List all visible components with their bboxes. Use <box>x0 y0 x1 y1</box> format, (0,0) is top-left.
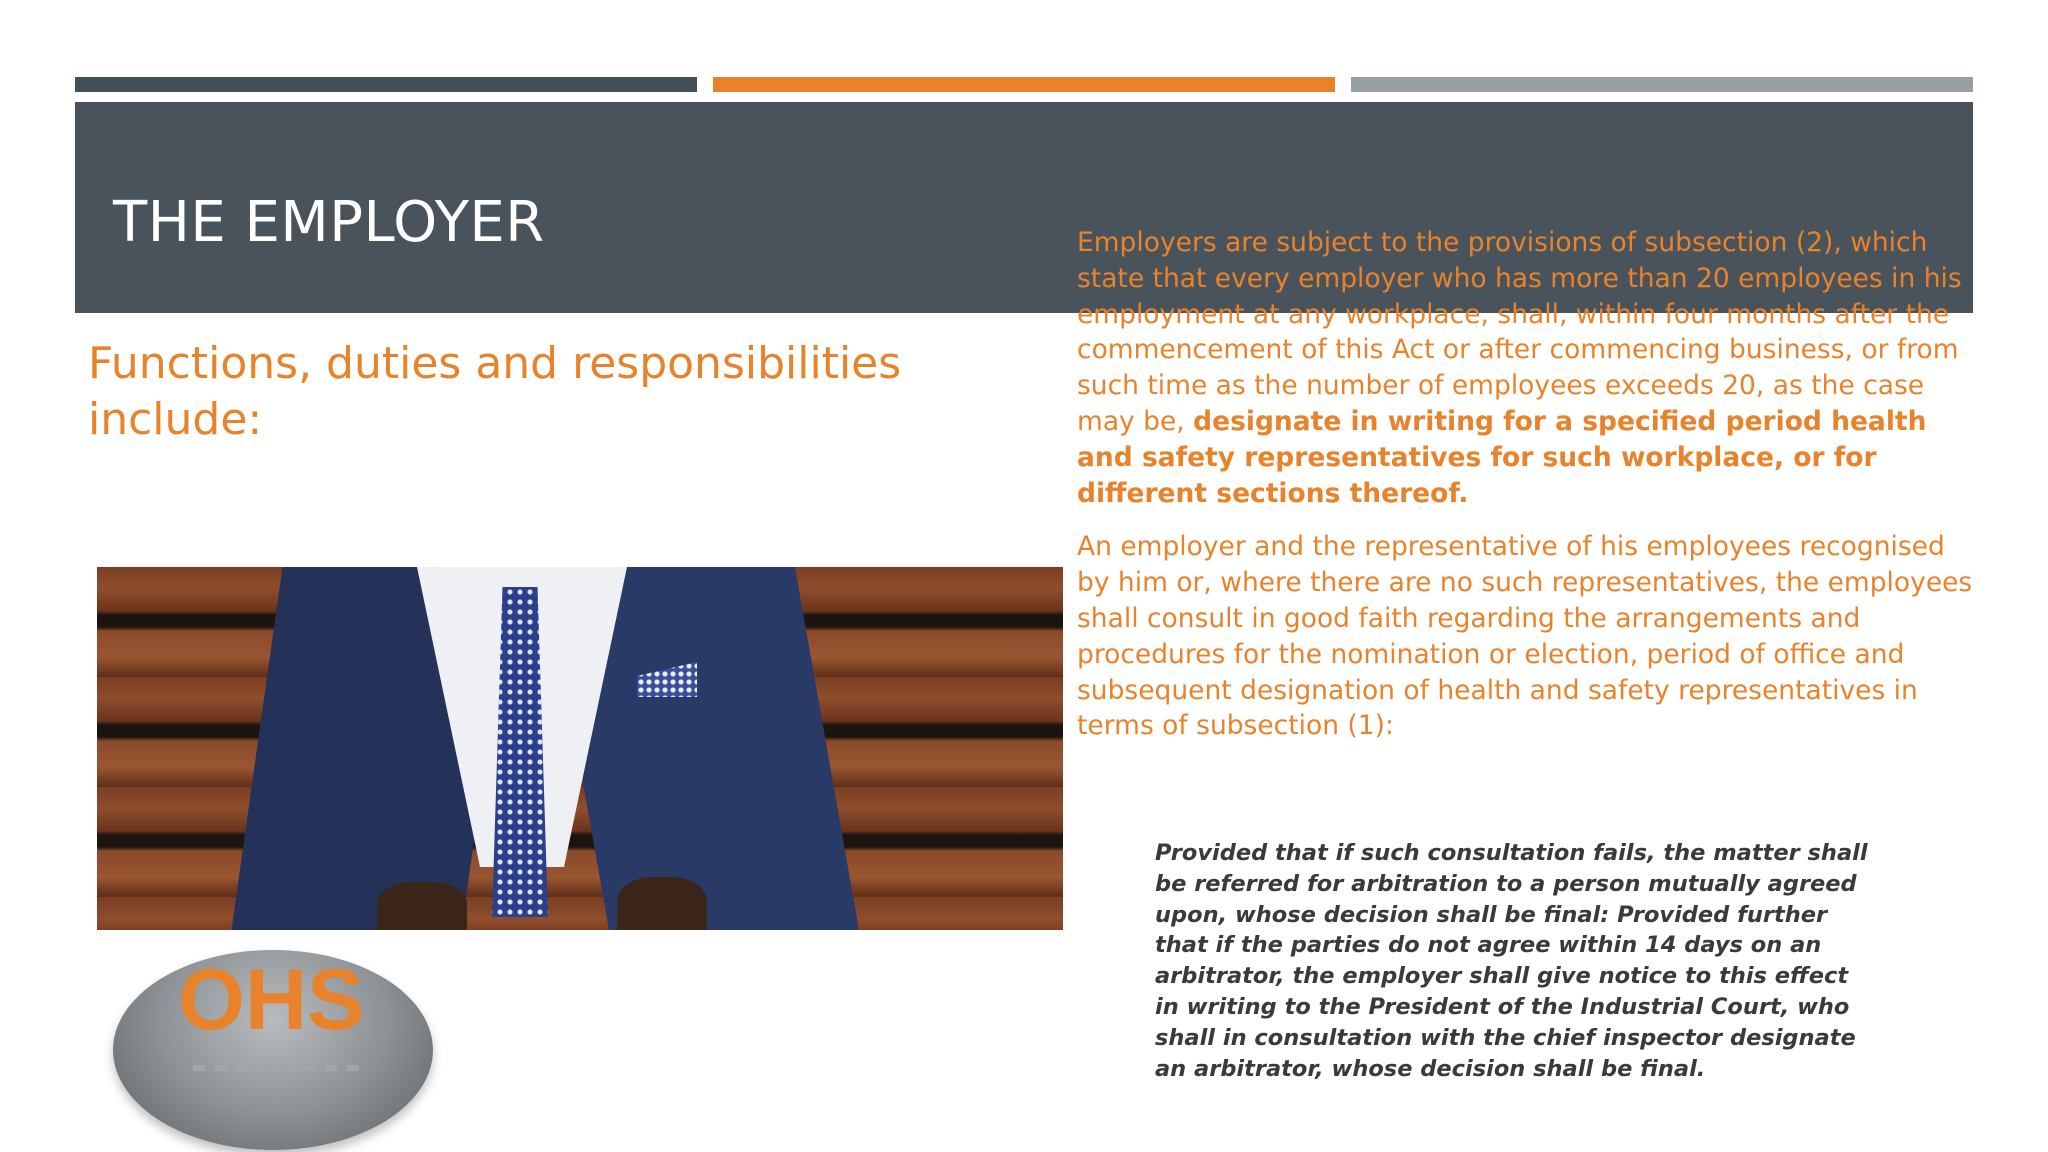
proviso-text: Provided that if such consultation fails, the matter shall be referred for arbitration to a person mutually agreed upon, whose decision shall be final: Provided further that if the parties do not agree within 14 days on an arbitrator, the employer shall give notice to this effect in writing to the President of the Industrial Court, who shall in consultation with the chief inspector designate an arbitrator, whose decision shall be final. <box>1155 840 1868 1082</box>
paragraph-designation-bold: designate in writing for a specified period health and safety representatives for such workplace, or for different sections thereof. <box>1077 405 1927 509</box>
paragraph-designation <box>1077 225 1977 511</box>
body-text-column <box>1077 225 1977 744</box>
paragraph-consultation: An employer and the representative of his employees recognised by him or, where there are no such representatives, the employees shall consult in good faith regarding the arrangements and procedures for the nomination or election, period of office and subsequent designation of health and safety representatives in terms of subsection (1): <box>1077 531 1973 742</box>
hand-right <box>617 877 707 930</box>
top-accent-bar-gray <box>1351 77 1973 92</box>
slide-title: THE EMPLOYER <box>113 190 545 255</box>
top-accent-bar-dark <box>75 77 697 92</box>
slide-subtitle: Functions, duties and responsibilities include: <box>88 338 902 445</box>
hand-left <box>377 882 467 930</box>
businessman-photo <box>97 567 1063 930</box>
ohs-badge-text: OHS <box>178 952 365 1048</box>
paragraph-designation-plain: Employers are subject to the provisions of subsection (2), which state that every employer who has more than 20 employees in his employment at any workplace, shall, within four months after the commencement of this Act or after commencing business, or from such time as the number of employees exceeds 20, as the case may be, <box>1077 227 1962 437</box>
top-accent-bar-orange <box>713 77 1335 92</box>
ohs-badge-decoration <box>193 1065 363 1071</box>
ohs-badge <box>113 950 433 1150</box>
